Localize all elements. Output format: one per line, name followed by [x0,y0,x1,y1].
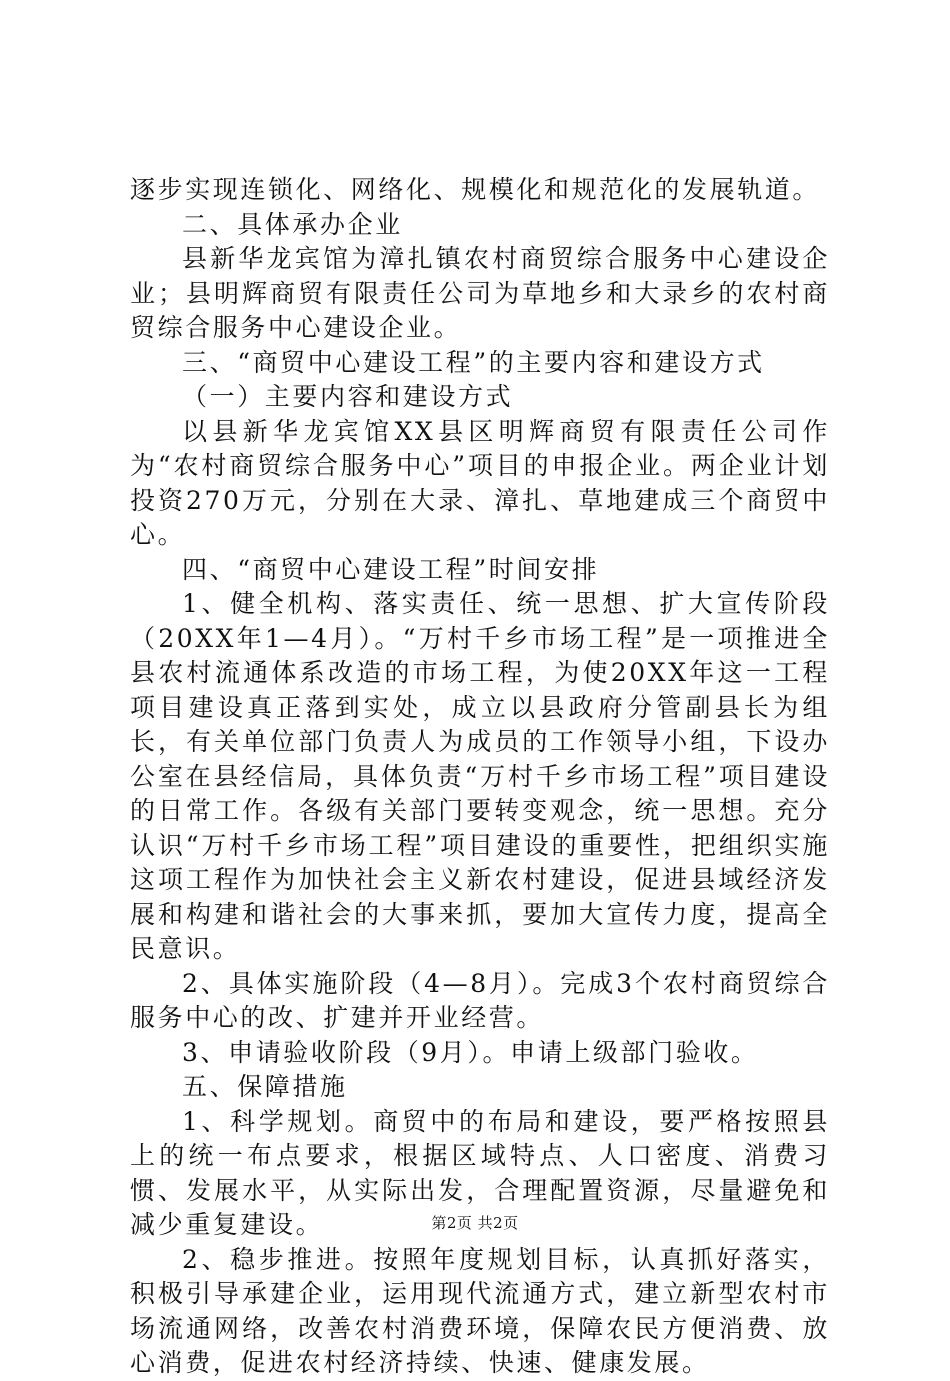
paragraph-enterprises: 县新华龙宾馆为漳扎镇农村商贸综合服务中心建设企业；县明辉商贸有限责任公司为草地乡和大录乡的农村商贸综合服务中心建设企业。 [130,244,830,342]
paragraph-measure-1: 1、科学规划。商贸中的布局和建设，要严格按照县上的统一布点要求，根据区域特点、人口密度、消费习惯、发展水平，从实际出发，合理配置资源，尽量避免和减少重复建设。 [130,1106,830,1239]
section-heading-5: 五、保障措施 [182,1072,348,1101]
subsection-heading-3-1: （一）主要内容和建设方式 [182,382,514,411]
paragraph-phase-3: 3、申请验收阶段（9月）。申请上级部门验收。 [182,1037,759,1067]
section-heading-4: 四、“商贸中心建设工程”时间安排 [182,554,600,584]
document-body [130,173,830,1381]
paragraph-measure-2: 2、稳步推进。按照年度规划目标，认真抓好落实，积极引导承建企业，运用现代流通方式，建立新型农村市场流通网络，改善农村消费环境，保障农民方便消费、放心消费，促进农村经济持续、快速、健康发展。 [130,1244,830,1377]
paragraph-continuation: 逐步实现连锁化、网络化、规模化和规范化的发展轨道。 [130,175,821,204]
paragraph-main-content: 以县新华龙宾馆XX县区明辉商贸有限责任公司作为“农村商贸综合服务中心”项目的申报企业。两企业计划投资270万元，分别在大录、漳扎、草地建成三个商贸中心。 [130,416,830,549]
paragraph-phase-1: 1、健全机构、落实责任、统一思想、扩大宣传阶段（20XX年1—4月）。“万村千乡市场工程”是一项推进全县农村流通体系改造的市场工程，为使20XX年这一工程项目建设真正落到实处，成立以县政府分管副县长为组长，有关单位部门负责人为成员的工作领导小组，下设办公室在县经信局，具体负责“万村千乡市场工程”项目建设的日常工作。各级有关部门要转变观念，统一思想。充分认识“万村千乡市场工程”项目建设的重要性，把组织实施这项工程作为加快社会主义新农村建设，促进县域经济发展和构建和谐社会的大事来抓，要加大宣传力度，提高全民意识。 [130,589,830,963]
section-heading-2: 二、具体承办企业 [182,209,403,239]
section-heading-3: 三、“商贸中心建设工程”的主要内容和建设方式 [182,347,765,377]
page-footer: 第2页 共2页 [431,1214,519,1232]
paragraph-phase-2: 2、具体实施阶段（4—8月）。完成3个农村商贸综合服务中心的改、扩建并开业经营。 [130,968,830,1032]
